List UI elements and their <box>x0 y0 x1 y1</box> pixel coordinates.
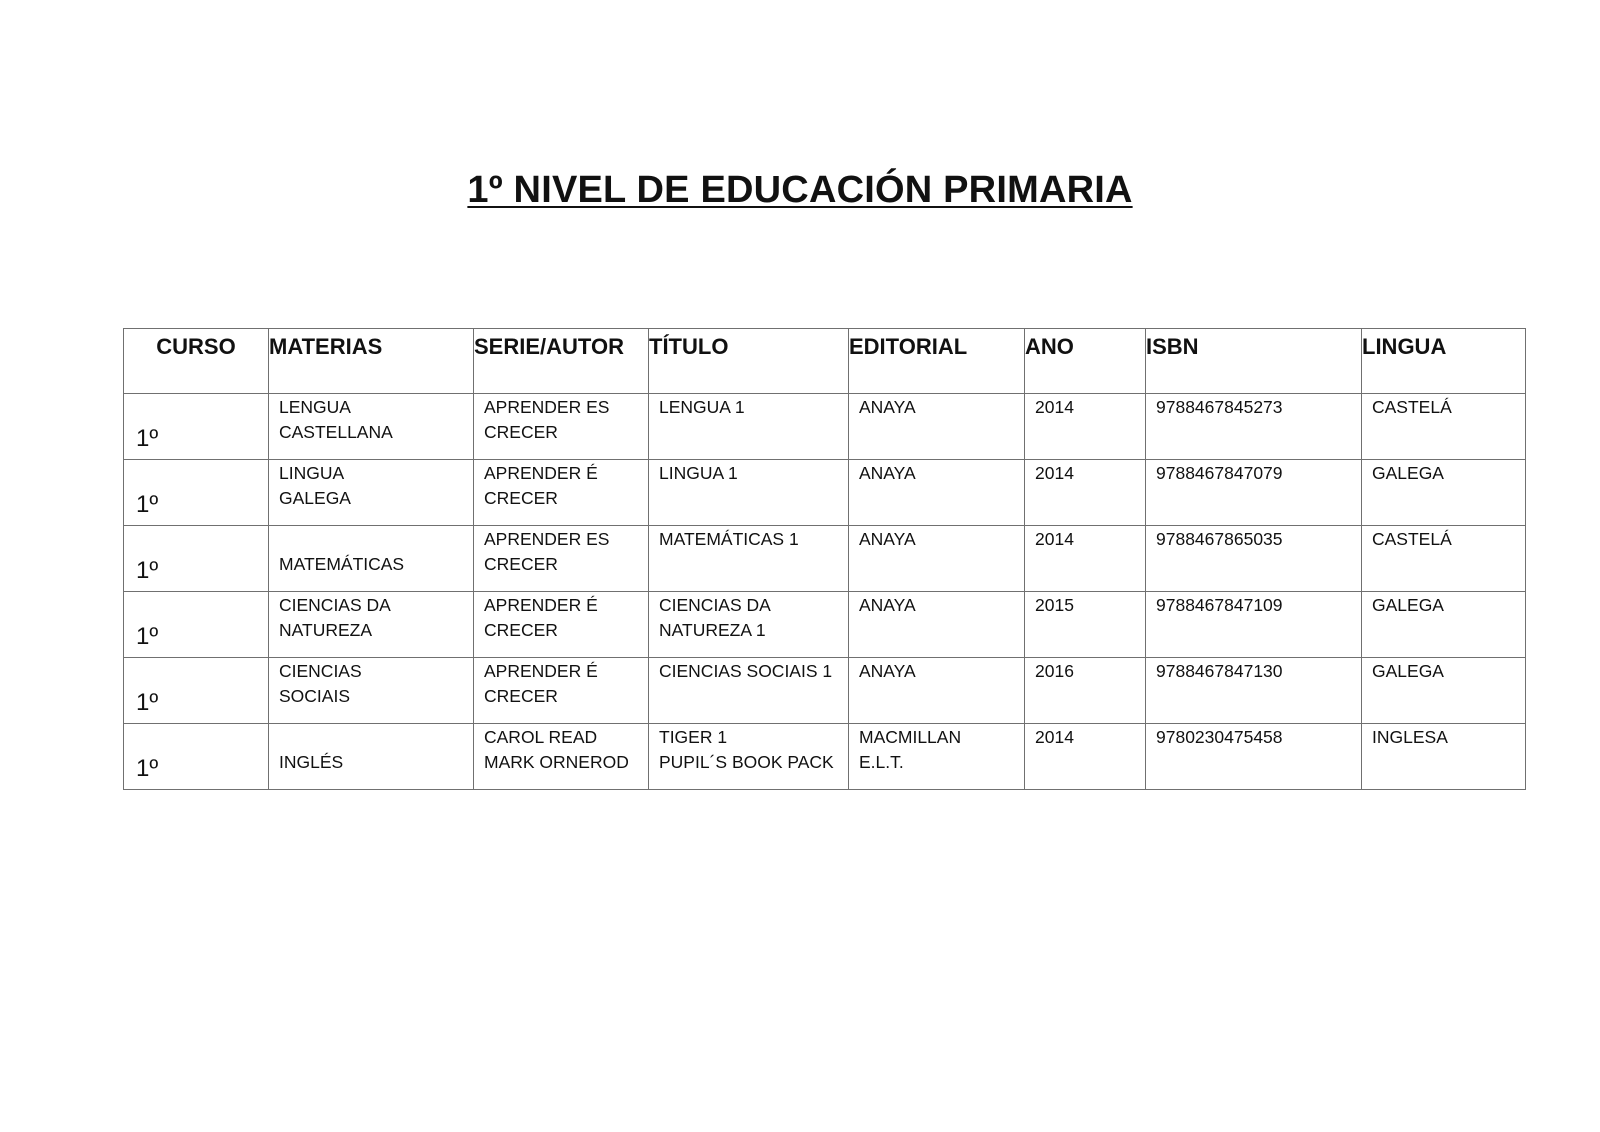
header-titulo: TÍTULO <box>649 329 849 394</box>
cell-editorial: ANAYA <box>849 460 1025 526</box>
cell-serie: APRENDER É CRECER <box>474 658 649 724</box>
cell-materia: LINGUA GALEGA <box>269 460 474 526</box>
header-row <box>124 329 1526 394</box>
cell-curso: 1º <box>124 394 269 460</box>
cell-serie: APRENDER ES CRECER <box>474 394 649 460</box>
header-ano: ANO <box>1025 329 1146 394</box>
cell-serie: APRENDER É CRECER <box>474 592 649 658</box>
cell-lingua: CASTELÁ <box>1362 394 1526 460</box>
cell-editorial: ANAYA <box>849 526 1025 592</box>
cell-curso: 1º <box>124 724 269 790</box>
cell-isbn: 9788467845273 <box>1146 394 1362 460</box>
cell-materia: INGLÉS <box>269 724 474 790</box>
cell-titulo: LENGUA 1 <box>649 394 849 460</box>
cell-titulo: CIENCIAS SOCIAIS 1 <box>649 658 849 724</box>
cell-materia: LENGUA CASTELLANA <box>269 394 474 460</box>
cell-curso: 1º <box>124 658 269 724</box>
cell-isbn: 9780230475458 <box>1146 724 1362 790</box>
cell-curso: 1º <box>124 526 269 592</box>
cell-isbn: 9788467847130 <box>1146 658 1362 724</box>
cell-serie: APRENDER ES CRECER <box>474 526 649 592</box>
page-title <box>0 166 1600 214</box>
cell-materia: CIENCIAS SOCIAIS <box>269 658 474 724</box>
cell-serie: CAROL READ MARK ORNEROD <box>474 724 649 790</box>
cell-editorial: ANAYA <box>849 592 1025 658</box>
cell-titulo: CIENCIAS DA NATUREZA 1 <box>649 592 849 658</box>
cell-curso: 1º <box>124 460 269 526</box>
table-row <box>124 724 1526 790</box>
cell-isbn: 9788467847109 <box>1146 592 1362 658</box>
cell-titulo: MATEMÁTICAS 1 <box>649 526 849 592</box>
table-row <box>124 592 1526 658</box>
cell-ano: 2014 <box>1025 724 1146 790</box>
cell-titulo: TIGER 1 PUPIL´S BOOK PACK <box>649 724 849 790</box>
cell-titulo: LINGUA 1 <box>649 460 849 526</box>
cell-ano: 2014 <box>1025 460 1146 526</box>
header-curso: CURSO <box>124 329 269 394</box>
cell-lingua: GALEGA <box>1362 460 1526 526</box>
cell-ano: 2014 <box>1025 394 1146 460</box>
cell-lingua: GALEGA <box>1362 592 1526 658</box>
header-isbn: ISBN <box>1146 329 1362 394</box>
cell-ano: 2016 <box>1025 658 1146 724</box>
page-title-text: 1º NIVEL DE EDUCACIÓN PRIMARIA <box>467 169 1133 211</box>
table-row <box>124 526 1526 592</box>
header-lingua: LINGUA <box>1362 329 1526 394</box>
cell-isbn: 9788467865035 <box>1146 526 1362 592</box>
cell-lingua: GALEGA <box>1362 658 1526 724</box>
table-row <box>124 460 1526 526</box>
cell-editorial: ANAYA <box>849 394 1025 460</box>
table-row <box>124 658 1526 724</box>
cell-lingua: CASTELÁ <box>1362 526 1526 592</box>
cell-editorial: ANAYA <box>849 658 1025 724</box>
cell-isbn: 9788467847079 <box>1146 460 1362 526</box>
textbook-table <box>123 328 1526 790</box>
cell-curso: 1º <box>124 592 269 658</box>
cell-serie: APRENDER É CRECER <box>474 460 649 526</box>
cell-editorial: MACMILLAN E.L.T. <box>849 724 1025 790</box>
cell-materia: MATEMÁTICAS <box>269 526 474 592</box>
header-editorial: EDITORIAL <box>849 329 1025 394</box>
header-materias: MATERIAS <box>269 329 474 394</box>
header-serie-autor: SERIE/AUTOR <box>474 329 649 394</box>
cell-lingua: INGLESA <box>1362 724 1526 790</box>
table-row <box>124 394 1526 460</box>
cell-materia: CIENCIAS DA NATUREZA <box>269 592 474 658</box>
cell-ano: 2015 <box>1025 592 1146 658</box>
cell-ano: 2014 <box>1025 526 1146 592</box>
